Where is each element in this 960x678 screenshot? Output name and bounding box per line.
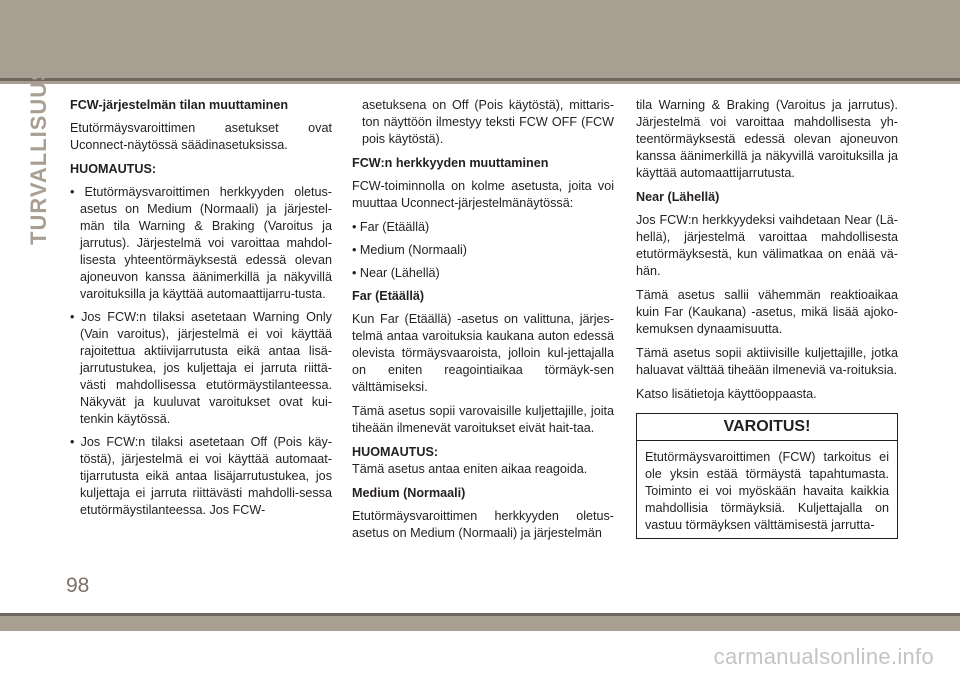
footer-band <box>0 613 960 631</box>
paragraph: Jos FCW:n herkkyydeksi vaihdetaan Near (Lä-hellä), järjestelmä varoittaa mahdollisesta etutörmäyksestä, kun välimatkaa on enää vä-hän. <box>636 213 898 278</box>
heading-medium: Medium (Normaali) <box>352 486 466 500</box>
paragraph: Katso lisätietoja käyttöoppaasta. <box>636 387 817 401</box>
paragraph: tila Warning & Braking (Varoitus ja jarrutus). Järjestelmä voi varoittaa mahdollisesta yh-teentörmäyksestä edessä olevan ajoneuvon kanssa äänimerkillä ja näkyvillä varoituksilla ja käyttää automaattijarrutusta. <box>636 98 898 180</box>
warning-title: VAROITUS! <box>637 414 897 441</box>
paragraph: Kun Far (Etäällä) -asetus on valittuna, järjes-telmä antaa varoituksia kaukana auton edessä olevista törmäysvaaroista, jolloin kul-jettajalla on eniten reagointiaikaa törmäyk-sen välttämiseksi. <box>352 312 614 394</box>
heading-sensitivity: FCW:n herkkyyden muuttaminen <box>352 156 549 170</box>
bullet-item: • Etutörmäysvaroittimen herkkyyden oletus-asetus on Medium (Normaali) ja järjestel-män tila Warning & Braking (Varoitus ja jarrutus). Järjestelmä voi varoittaa mahdol-lisesta yhteentörmäyksestä edessä olevan ajoneuvon kanssa äänimerkillä ja näkyvillä varoituksilla ja käyttää automaattijarru-tusta. <box>70 184 332 303</box>
heading-fcw-state: FCW-järjestelmän tilan muuttaminen <box>70 98 289 112</box>
header-rule <box>0 78 960 81</box>
note-heading: HUOMAUTUS: <box>70 162 157 176</box>
note-text: Tämä asetus antaa eniten aikaa reagoida. <box>352 462 588 476</box>
footer-rule <box>0 613 960 616</box>
option-item: • Near (Lähellä) <box>352 265 614 282</box>
page-number: 98 <box>66 574 90 597</box>
bullet-item: • Jos FCW:n tilaksi asetetaan Off (Pois käy-töstä), järjestelmä ei voi käyttää automaat-tijarrutusta eikä antaa lisäjarrutustukea, jos kuljettaja ei jarruta riittävästi mahdolli-sessa etutörmäystilanteessa. Jos FCW- <box>70 434 332 519</box>
column-3 <box>636 97 898 539</box>
note-heading: HUOMAUTUS: <box>352 445 439 459</box>
paragraph: FCW-toiminnolla on kolme asetusta, joita voi muuttaa Uconnect-järjestelmänäytössä: <box>352 179 614 210</box>
option-item: • Far (Etäällä) <box>352 219 614 236</box>
paragraph: Etutörmäysvaroittimen asetukset ovat Uconnect-näytössä säädinasetuksissa. <box>70 121 332 152</box>
paragraph: Tämä asetus sopii aktiivisille kuljettajille, jotka haluavat välttää tiheään ilmeneviä va-roituksia. <box>636 346 898 377</box>
paragraph: Etutörmäysvaroittimen herkkyyden oletus-asetus on Medium (Normaali) ja järjestelmän <box>352 509 614 540</box>
heading-far: Far (Etäällä) <box>352 289 425 303</box>
paragraph: Tämä asetus sopii varovaisille kuljettajille, joita tiheään ilmenevät varoitukset eivät hait-taa. <box>352 404 614 435</box>
column-2 <box>352 97 614 549</box>
bullet-continuation: asetuksena on Off (Pois käytöstä), mittaris-ton näyttöön ilmestyy teksti FCW OFF (FCW pois käytöstä). <box>362 98 614 146</box>
column-1 <box>70 97 332 525</box>
heading-near: Near (Lähellä) <box>636 190 720 204</box>
header-band <box>0 0 960 84</box>
warning-body: Etutörmäysvaroittimen (FCW) tarkoitus ei ole yksin estää törmäystä tapahtumasta. Toiminto ei voi myöskään havaita kaikkia mahdollisia törmäyksiä. Kuljettajalla on vastuu törmäyksen välttämisestä jarrutta- <box>645 450 889 532</box>
option-item: • Medium (Normaali) <box>352 242 614 259</box>
section-side-label: TURVALLISUUS <box>26 65 51 245</box>
bullet-item: • Jos FCW:n tilaksi asetetaan Warning Only (Vain varoitus), järjestelmä ei voi käyttää rajoitettua aktiivijarrutusta eikä antaa lisä-jarrutustukea, jos kuljettaja ei jarruta riittä-västi mahdollisessa etutörmäystilanteessa. Näkyvät ja kuuluvat varoitukset ovat kui-tenkin käytössä. <box>70 309 332 428</box>
warning-box <box>636 413 898 539</box>
watermark-text: carmanualsonline.info <box>713 644 934 669</box>
paragraph: Tämä asetus sallii vähemmän reaktioaikaa kuin Far (Kaukana) -asetus, mikä lisää ajoko-kemuksen dynaamisuutta. <box>636 288 898 336</box>
